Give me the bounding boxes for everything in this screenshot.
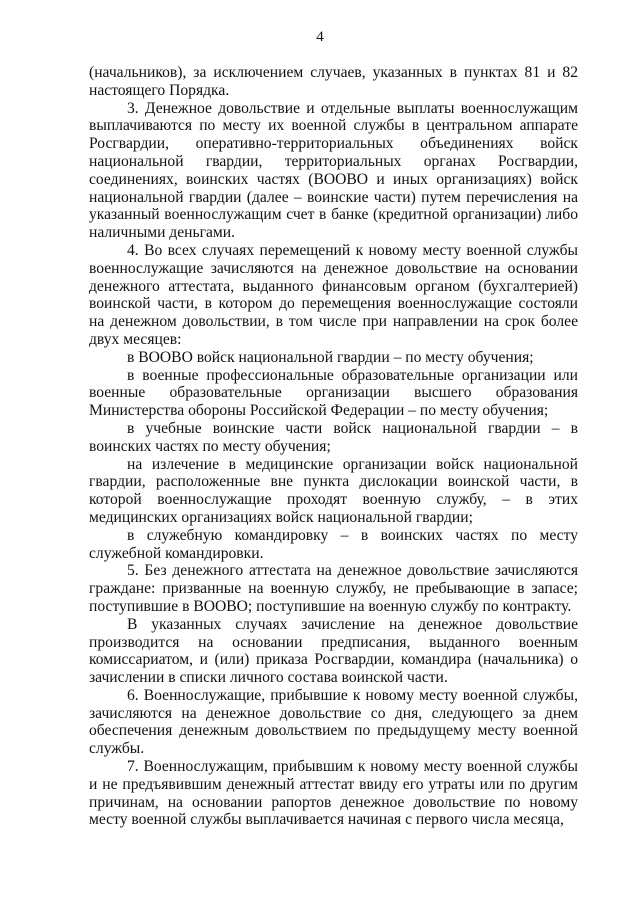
- paragraph: 4. Во всех случаях перемещений к новому месту военной службы военнослужащие зачисляются на денежное довольствие на основании денежного аттестата, выданного финансовым органом (бухгалтерией) воинской части, в котором до перемещения военнослужащие состояли на денежном довольствии, в том числе при направлении на срок более двух месяцев:: [89, 241, 578, 348]
- paragraph: в учебные воинские части войск национальной гвардии – в воинских частях по месту обучения;: [89, 419, 578, 455]
- paragraph: в служебную командировку – в воинских частях по месту служебной командировки.: [89, 526, 578, 562]
- paragraph: 5. Без денежного аттестата на денежное довольствие зачисляются граждане: призванные на военную службу, не пребывающие в запасе; поступившие в ВООВО; поступившие на военную службу по контракту.: [89, 562, 578, 615]
- paragraph: 7. Военнослужащим, прибывшим к новому месту военной службы и не предъявившим денежный аттестат ввиду его утраты или по другим причинам, на основании рапортов денежное довольствие по новому месту военной службы выплачивается начиная с первого числа месяца,: [89, 758, 578, 829]
- document-body: [89, 64, 578, 829]
- paragraph: на излечение в медицинские организации войск национальной гвардии, расположенные вне пункта дислокации воинской части, в которой военнослужащие проходят военную службу, – в этих медицинских организациях войск национальной гвардии;: [89, 455, 578, 526]
- paragraph: В указанных случаях зачисление на денежное довольствие производится на основании предписания, выданного военным комиссариатом, и (или) приказа Росгвардии, командира (начальника) о зачислении в списки личного состава воинской части.: [89, 615, 578, 687]
- paragraph: (начальников), за исключением случаев, указанных в пунктах 81 и 82 настоящего Порядка.: [89, 64, 578, 99]
- paragraph: в военные профессиональные образовательные организации или военные образовательные организации высшего образования Министерства обороны Российской Федерации – по месту обучения;: [89, 366, 578, 420]
- paragraph: 3. Денежное довольствие и отдельные выплаты военнослужащим выплачиваются по месту их военной службы в центральном аппарате Росгвардии, оперативно-территориальных объединениях войск национальной гвардии, территориальных органах Росгвардии, соединениях, воинских частях (ВООВО и иных организациях) войск национальной гвардии (далее – воинские части) путем перечисления на указанный военнослужащим счет в банке (кредитной организации) либо наличными деньгами.: [89, 99, 578, 242]
- paragraph: в ВООВО войск национальной гвардии – по месту обучения;: [127, 348, 534, 366]
- page-number: 4: [316, 29, 324, 45]
- paragraph: 6. Военнослужащие, прибывшие к новому месту военной службы, зачисляются на денежное довольствие со дня, следующего за днем обеспечения денежным довольствием по предыдущему месту военной службы.: [89, 686, 578, 758]
